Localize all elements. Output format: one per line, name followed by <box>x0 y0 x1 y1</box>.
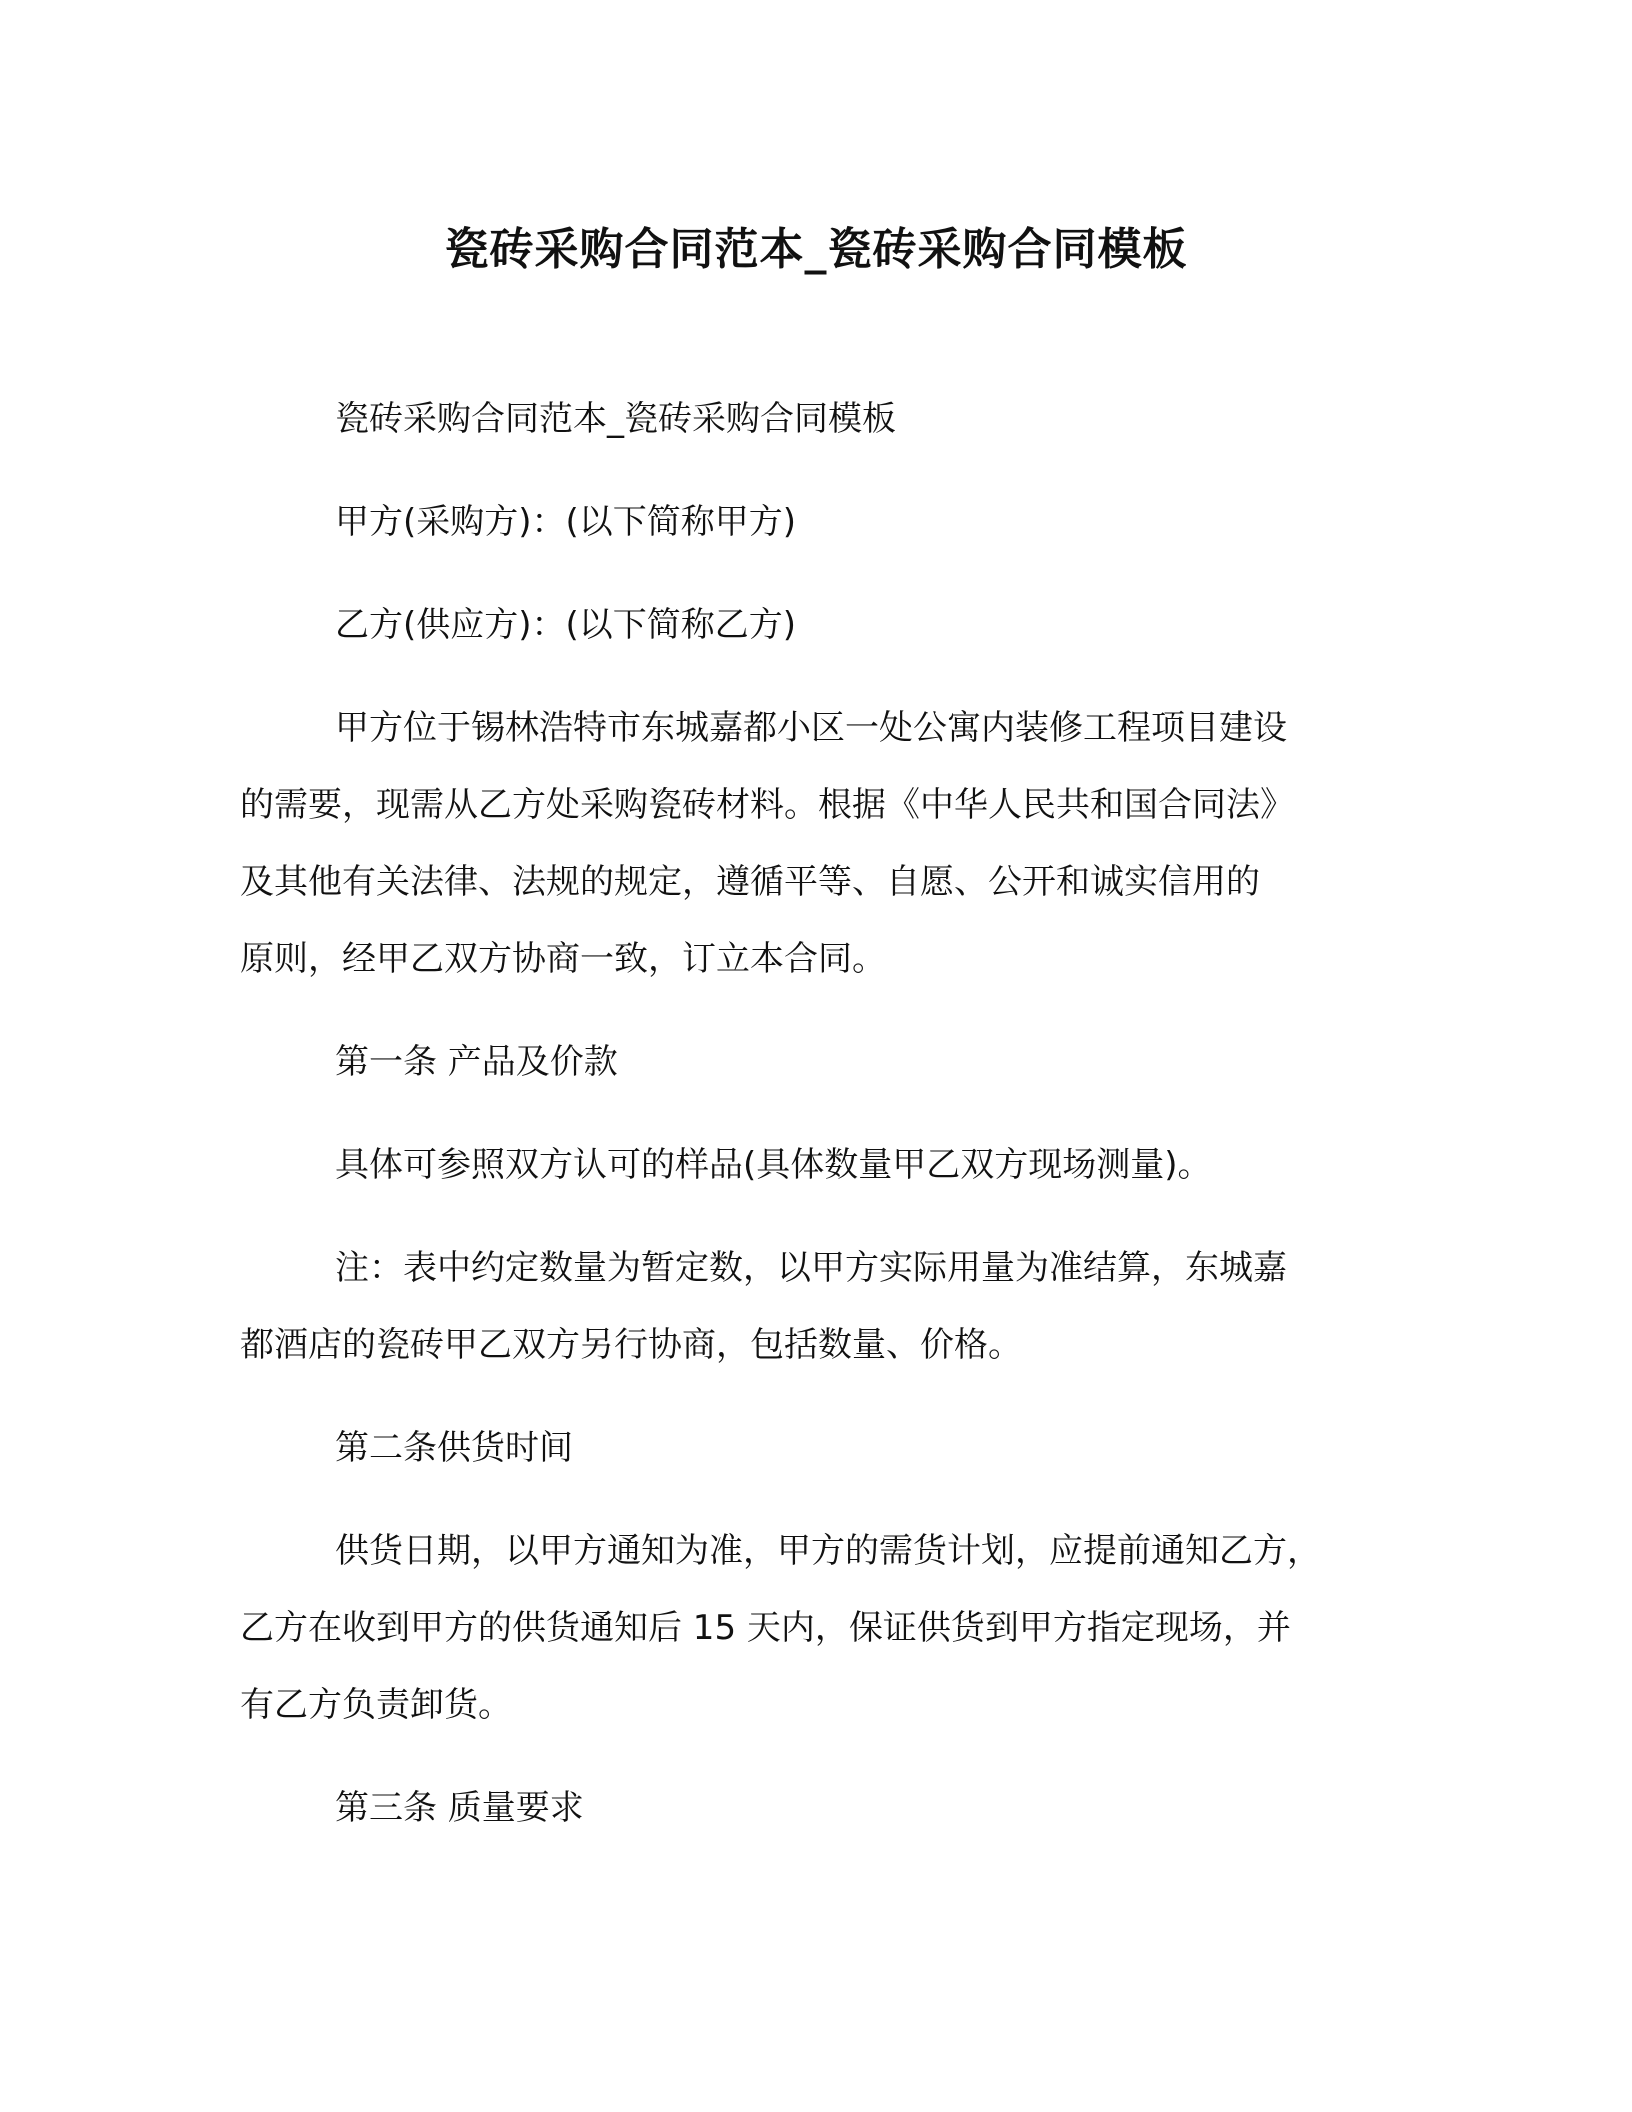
party-a-line: 甲方(采购方)：(以下简称甲方) <box>335 502 797 542</box>
paragraph-line: 原则，经甲乙双方协商一致，订立本合同。 <box>240 939 886 979</box>
note-line: 注：表中约定数量为暂定数，以甲方实际用量为准结算，东城嘉 <box>335 1248 1287 1288</box>
paragraph-line: 乙方在收到甲方的供货通知后 15 天内，保证供货到甲方指定现场，并 <box>240 1608 1291 1648</box>
section-heading-3: 第三条 质量要求 <box>335 1788 584 1828</box>
paragraph-line: 甲方位于锡林浩特市东城嘉都小区一处公寓内装修工程项目建设 <box>335 708 1287 748</box>
paragraph-line: 有乙方负责卸货。 <box>240 1685 512 1725</box>
subtitle-line: 瓷砖采购合同范本_瓷砖采购合同模板 <box>335 399 896 439</box>
section-heading-1: 第一条 产品及价款 <box>335 1042 618 1082</box>
note-line: 都酒店的瓷砖甲乙双方另行协商，包括数量、价格。 <box>240 1325 1022 1365</box>
section-heading-2: 第二条供货时间 <box>335 1428 573 1468</box>
party-b-line: 乙方(供应方)：(以下简称乙方) <box>335 605 797 645</box>
paragraph-line: 供货日期，以甲方通知为准，甲方的需货计划，应提前通知乙方， <box>335 1531 1321 1571</box>
paragraph-line: 的需要，现需从乙方处采购瓷砖材料。根据《中华人民共和国合同法》 <box>240 785 1294 825</box>
paragraph-line: 具体可参照双方认可的样品(具体数量甲乙双方现场测量)。 <box>335 1145 1212 1185</box>
paragraph-line: 及其他有关法律、法规的规定，遵循平等、自愿、公开和诚实信用的 <box>240 862 1260 902</box>
document-title: 瓷砖采购合同范本_瓷砖采购合同模板 <box>444 224 1188 275</box>
